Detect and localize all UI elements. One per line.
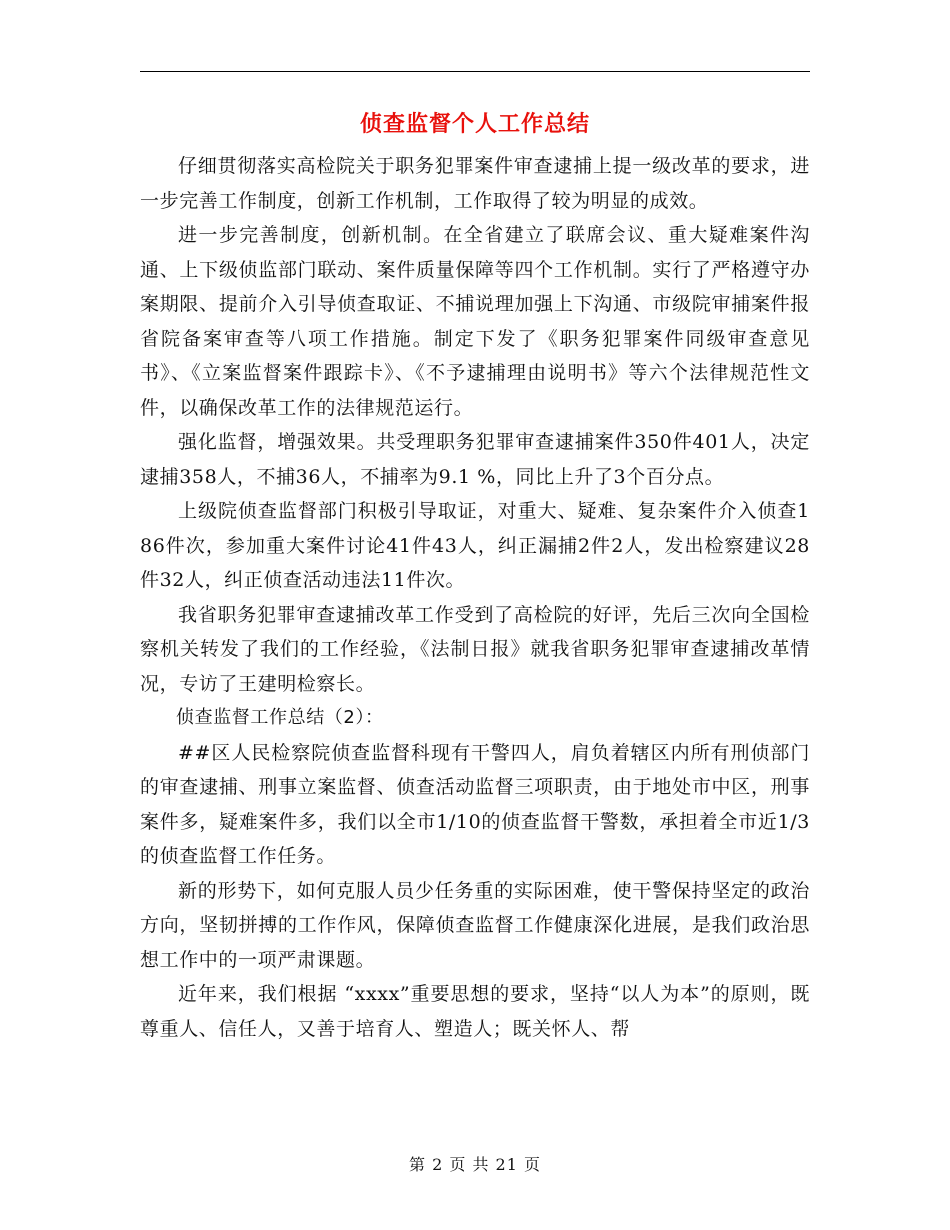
body-paragraph: 上级院侦查监督部门积极引导取证，对重大、疑难、复杂案件介入侦查186件次，参加重大案件讨论41件43人，纠正漏捕2件2人，发出检察建议28件32人，纠正侦查活动违法11件次。 (140, 500, 810, 591)
body-paragraph: 仔细贯彻落实高检院关于职务犯罪案件审查逮捕上提一级改革的要求，进一步完善工作制度，创新工作机制，工作取得了较为明显的成效。 (140, 155, 810, 212)
header-rule (140, 71, 810, 72)
body-paragraph: ##区人民检察院侦查监督科现有干警四人，肩负着辖区内所有刑侦部门的审查逮捕、刑事立案监督、侦查活动监督三项职责，由于地处市中区，刑事案件多，疑难案件多，我们以全市1/10的侦查监督干警数，承担着全市近1/3的侦查监督工作任务。 (140, 741, 810, 867)
body-paragraph: 强化监督，增强效果。共受理职务犯罪审查逮捕案件350件401人，决定逮捕358人，不捕36人，不捕率为9.1 %，同比上升了3个百分点。 (140, 431, 810, 488)
page-number: 第 2 页 共 21 页 (409, 1155, 541, 1174)
section-heading: 侦查监督工作总结（2）： (176, 707, 384, 728)
document-body (140, 149, 810, 1046)
body-paragraph: 我省职务犯罪审查逮捕改革工作受到了高检院的好评，先后三次向全国检察机关转发了我们的工作经验，《法制日报》就我省职务犯罪审查逮捕改革情况，专访了王建明检察长。 (140, 603, 810, 695)
body-paragraph: 近年来，我们根据 “xxxx”重要思想的要求，坚持“以人为本”的原则，既尊重人、信任人，又善于培育人、塑造人；既关怀人、帮 (140, 983, 810, 1040)
document-title: 侦查监督个人工作总结 (359, 111, 590, 137)
body-paragraph: 进一步完善制度，创新机制。在全省建立了联席会议、重大疑难案件沟通、上下级侦监部门联动、案件质量保障等四个工作机制。实行了严格遵守办案期限、提前介入引导侦查取证、不捕说理加强上下沟通、市级院审捕案件报省院备案审查等八项工作措施。制定下发了《职务犯罪案件同级审查意见书》、《立案监督案件跟踪卡》、《不予逮捕理由说明书》等六个法律规范性文件，以确保改革工作的法律规范运行。 (140, 224, 810, 419)
body-paragraph: 新的形势下，如何克服人员少任务重的实际困难，使干警保持坚定的政治方向，坚韧拼搏的工作作风，保障侦查监督工作健康深化进展，是我们政治思想工作中的一项严肃课题。 (140, 879, 810, 971)
